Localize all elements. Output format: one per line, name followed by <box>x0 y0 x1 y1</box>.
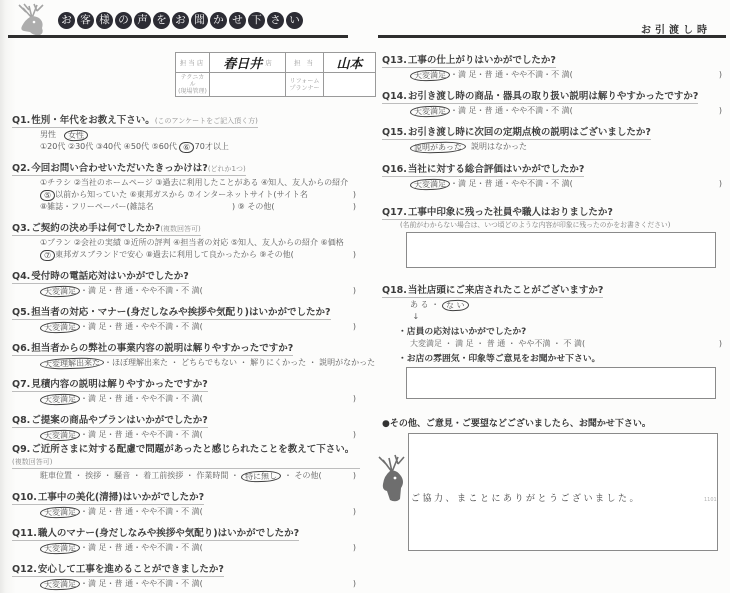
title-badge-char: 様 <box>96 12 113 29</box>
circled-answer: 大変満足 <box>40 542 80 554</box>
option-line <box>40 542 356 554</box>
question-title <box>12 343 293 356</box>
option-text: あ る ・ <box>410 300 442 309</box>
option-line <box>40 177 356 189</box>
option-text: ) <box>352 543 356 552</box>
questions-column-right <box>382 48 726 554</box>
option-text: ・満 足・普 通・やや不満・不 満( <box>80 579 203 588</box>
circled-answer: 大変満足 <box>40 393 80 405</box>
question-title <box>12 271 189 284</box>
option-text: ) ⑨ その他( <box>231 202 275 211</box>
question-q8 <box>12 408 360 441</box>
title-badge-char: 声 <box>134 12 151 29</box>
staff-person-label: 担 当 <box>286 53 324 73</box>
question-note: (複数回答可) <box>160 225 201 233</box>
question-title <box>382 207 613 220</box>
staff-person-value <box>324 53 376 73</box>
option-line <box>40 141 356 153</box>
question-number: Q9. <box>12 444 31 455</box>
question-title <box>12 528 299 541</box>
title-badge-char: を <box>153 12 170 29</box>
option-text: 東邦ガスブランドで安心 ⑧過去に利用して良かったから ⑨その他( <box>55 250 294 259</box>
option-line <box>40 249 356 261</box>
option-text: ①プラン ②会社の実績 ③近所の評判 ④担当者の対応 ⑤知人、友人からの紹介 ⑥価格 <box>40 238 344 247</box>
option-text: ) <box>352 394 356 403</box>
sub-question-title: ・お店の雰囲気・印象等ご意見をお聞かせ下さい。 <box>398 354 601 364</box>
question-q17 <box>382 200 726 268</box>
circled-answer: 大変満足 <box>410 69 450 81</box>
question-title <box>382 285 603 298</box>
question-q5 <box>12 300 360 333</box>
option-line <box>40 357 376 369</box>
option-line <box>40 470 356 482</box>
option-text: 大変満足 ・ 満 足 ・ 普 通 ・ やや不満 ・ 不 満( <box>410 339 586 348</box>
question-number: Q2. <box>12 163 31 174</box>
question-title <box>12 492 204 505</box>
option-text: ⑧雑誌・フリーペーパー(雑誌名 <box>40 202 154 211</box>
staff-store-value <box>210 53 286 73</box>
question-title-text: 今回お問い合わせいただいたきっかけは? <box>31 163 208 174</box>
question-q12 <box>12 557 360 590</box>
option-text: ) <box>352 190 356 199</box>
question-other <box>382 411 726 551</box>
circled-answer: 大変満足 <box>40 429 80 441</box>
option-text: 以前から知っていた ⑥東邦ガスから ⑦インターネットサイト(サイト名 <box>55 190 308 199</box>
question-title-text: ●その他、ご意見・ご要望などございましたら、お聞かせ下さい。 <box>382 419 651 429</box>
circled-answer: 大変満足 <box>40 578 80 590</box>
question-q2 <box>12 156 360 213</box>
question-note: (複数回答可) <box>12 458 53 466</box>
circled-answer: 大変満足 <box>40 506 80 518</box>
question-number: Q7. <box>12 379 31 390</box>
question-number: Q6. <box>12 343 31 354</box>
option-text: ) <box>352 322 356 331</box>
option-text: ・ その他( <box>281 471 322 480</box>
option-text: ) <box>352 250 356 259</box>
option-text: ) <box>352 430 356 439</box>
option-text: 駐車位置 ・ 挨拶 ・ 騒音 ・ 着工前挨拶 ・ 作業時間 ・ <box>40 471 242 480</box>
question-title-text: 工事の仕上がりはいかがでしたか? <box>407 55 556 66</box>
question-title-text: 職人のマナー(身だしなみや挨拶や気配り)はいかがでしたか? <box>37 528 300 539</box>
option-line <box>40 129 356 141</box>
option-text: ・ほぼ理解出来た ・ どちらでもない ・ 解りにくかった ・ 説明がなかった <box>104 358 376 367</box>
circled-answer: 大変理解出来た <box>40 356 104 369</box>
option-text: ・満 足・普 通・やや不満・不 満( <box>80 286 203 295</box>
question-title <box>382 55 556 68</box>
staff-technical-label <box>176 73 210 97</box>
option-text: ↓ <box>410 312 420 321</box>
option-text: ) <box>352 507 356 516</box>
page-title <box>58 12 303 29</box>
option-text: ・満 足・普 通・やや不満・不 満( <box>450 179 573 188</box>
option-text: ・満 足・普 通・やや不満・不 満( <box>80 507 203 516</box>
question-title-text: 受付時の電話応対はいかがでしたか? <box>31 271 189 282</box>
option-text: ・満 足・普 通・やや不満・不 満( <box>80 430 203 439</box>
question-title <box>12 415 208 428</box>
question-q1 <box>12 108 360 153</box>
option-line <box>40 189 356 201</box>
circled-answer: ⑤ <box>40 189 56 201</box>
question-title <box>12 379 208 392</box>
option-text: ) <box>352 202 357 211</box>
circled-answer: 大変満足 <box>410 105 450 117</box>
question-title-text: 担当者の対応・マナー(身だしなみや挨拶や気配り)はいかがでしたか? <box>31 307 331 318</box>
circled-answer: 大変満足 <box>410 178 450 190</box>
question-number: Q1. <box>12 115 31 126</box>
question-title-text: 見積内容の説明は解りやすかったですか? <box>31 379 208 390</box>
option-text: 説明はなかった <box>465 142 528 151</box>
staff-technical-value <box>210 73 286 97</box>
question-number: Q4. <box>12 271 31 282</box>
handover-section-label: お引渡し時 <box>641 25 711 36</box>
question-number: Q16. <box>382 164 407 175</box>
option-text: ) <box>718 106 722 115</box>
staff-planner-value <box>324 73 376 97</box>
question-sub-note: (名前がわからない場合は、いつ頃どのような内容が印象に残ったのかをお書きください) <box>400 221 671 229</box>
question-number: Q12. <box>12 564 37 575</box>
question-title-text: 工事中の美化(清掃)はいかがでしたか? <box>37 492 205 503</box>
option-line <box>410 338 722 350</box>
title-badge-char: か <box>210 12 227 29</box>
option-text: ・満 足・普 通・やや不満・不 満( <box>450 70 573 79</box>
question-title <box>12 223 201 236</box>
question-q18 <box>382 278 726 399</box>
circled-answer: な い <box>441 299 468 311</box>
option-text: ) <box>352 471 356 480</box>
question-number: Q10. <box>12 492 37 503</box>
question-number: Q14. <box>382 91 407 102</box>
option-line <box>410 178 722 190</box>
option-text: ) <box>352 286 356 295</box>
store-suffix-label: 店 <box>265 59 272 67</box>
handwritten-person-name: 山本 <box>336 57 363 72</box>
title-badge-char: 下 <box>248 12 265 29</box>
footer-thanks-text: ご協力、まことにありがとうございました。 <box>411 494 642 504</box>
question-title-text: 性別・年代をお教え下さい。 <box>31 115 155 126</box>
question-number: Q11. <box>12 528 37 539</box>
questions-column-left <box>12 108 376 593</box>
question-title-text: お引き渡し時の商品・器具の取り扱い説明は解りやすかったですか? <box>407 91 699 102</box>
question-title-text: ご提案の商品やプランはいかがでしたか? <box>31 415 208 426</box>
option-line <box>40 429 356 441</box>
option-text: ) <box>718 70 722 79</box>
question-number: Q13. <box>382 55 407 66</box>
question-q10 <box>12 485 360 518</box>
circled-answer: 説明があった <box>410 141 466 154</box>
question-title-text: 当社に対する総合評価はいかがでしたか? <box>407 164 585 175</box>
header-rule-left <box>8 35 348 38</box>
title-badge-char: せ <box>229 12 246 29</box>
title-badge-char: お <box>58 12 75 29</box>
question-title <box>12 307 331 320</box>
planner-label-line1: リフォーム <box>289 77 320 85</box>
option-line <box>410 141 722 153</box>
option-line <box>410 69 722 81</box>
question-title-text: 担当者からの弊社の事業内容の説明は解りやすかったですか? <box>31 343 294 354</box>
option-line <box>40 237 356 249</box>
write-in-box <box>406 367 716 399</box>
option-text: ・満 足・普 通・やや不満・不 満( <box>80 543 203 552</box>
circled-answer: 特に無し <box>241 470 281 482</box>
option-line <box>410 311 722 323</box>
technical-label-line1: テクニカル <box>180 74 205 88</box>
write-in-box <box>406 232 716 268</box>
question-number: Q15. <box>382 127 407 138</box>
option-line <box>40 285 356 297</box>
question-title <box>12 564 224 577</box>
option-line <box>40 506 356 518</box>
question-title-text: 当社店頭にご来店されたことがございますか? <box>407 285 604 296</box>
sub-question-title: ・店員の応対はいかがでしたか? <box>398 327 527 337</box>
deer-logo-bottom <box>374 452 414 504</box>
staff-store-label: 担当店 <box>176 53 210 73</box>
question-q15 <box>382 120 726 153</box>
question-q4 <box>12 264 360 297</box>
question-title <box>382 164 584 177</box>
question-q11 <box>12 521 360 554</box>
circled-answer: 女性 <box>63 129 87 141</box>
title-badge-char: の <box>115 12 132 29</box>
question-number: Q17. <box>382 207 407 218</box>
option-text: ) <box>352 579 356 588</box>
option-text: 男性 <box>40 130 64 139</box>
handwritten-store-name: 春日井 <box>223 57 263 72</box>
question-title <box>382 418 651 430</box>
question-number: Q5. <box>12 307 31 318</box>
question-title <box>382 127 651 140</box>
question-title <box>12 163 246 176</box>
option-text: ・満 足・普 通・やや不満・不 満( <box>80 322 203 331</box>
question-q13 <box>382 48 726 81</box>
question-q3 <box>12 216 360 261</box>
option-text: ・満 足・普 通・やや不満・不 満( <box>450 106 573 115</box>
option-line <box>40 578 356 590</box>
question-q6 <box>12 336 376 369</box>
question-q7 <box>12 372 360 405</box>
question-title <box>12 444 360 469</box>
title-badge-char: 聞 <box>191 12 208 29</box>
title-badge-char: さ <box>267 12 284 29</box>
option-text: ①チラシ ②当社のホームページ ③過去に利用したことがある ④知人、友人からの紹介 <box>40 178 349 187</box>
title-badge-char: い <box>286 12 303 29</box>
question-title-text: ご契約の決め手は何でしたか? <box>31 223 161 234</box>
option-line <box>40 321 356 333</box>
question-title <box>382 91 698 104</box>
question-note: (このアンケートをご記入頂く方) <box>154 117 258 125</box>
question-q9 <box>12 444 360 482</box>
question-note: (どれか1つ) <box>207 165 246 173</box>
question-number: Q18. <box>382 285 407 296</box>
question-number: Q3. <box>12 223 31 234</box>
footer-form-code: 1101 <box>704 497 717 503</box>
option-text: ①20代 ②30代 ③40代 ④50代 ⑤60代 <box>40 142 180 151</box>
option-line <box>410 299 722 311</box>
question-number: Q8. <box>12 415 31 426</box>
question-title-text: 工事中印象に残った社員や職人はおりましたか? <box>407 207 613 218</box>
planner-label-line2: プランナー <box>289 84 320 92</box>
question-title <box>12 115 258 128</box>
staff-table <box>175 52 376 97</box>
staff-planner-label <box>286 73 324 97</box>
question-title-text: 安心して工事を進めることができましたか? <box>37 564 224 575</box>
option-line <box>40 201 356 213</box>
title-badge-char: 客 <box>77 12 94 29</box>
technical-label-line2: (現場管理) <box>178 88 207 95</box>
option-text: ) <box>718 339 722 348</box>
circled-answer: ⑥ <box>179 141 195 153</box>
circled-answer: ⑦ <box>40 249 56 261</box>
question-q14 <box>382 84 726 117</box>
question-title-text: ご近所さまに対する配慮で問題があったと感じられたことを教えて下さい。 <box>31 444 355 455</box>
question-q16 <box>382 157 726 190</box>
circled-answer: 大変満足 <box>40 285 80 297</box>
title-badge-char: お <box>172 12 189 29</box>
option-line <box>40 393 356 405</box>
option-text: 70才以上 <box>194 142 229 151</box>
option-text: ・満 足・普 通・やや不満・不 満( <box>80 394 203 403</box>
option-text: ) <box>718 179 722 188</box>
option-line <box>410 105 722 117</box>
question-title-text: お引き渡し時に次回の定期点検の説明はございましたか? <box>407 127 651 138</box>
circled-answer: 大変満足 <box>40 321 80 333</box>
